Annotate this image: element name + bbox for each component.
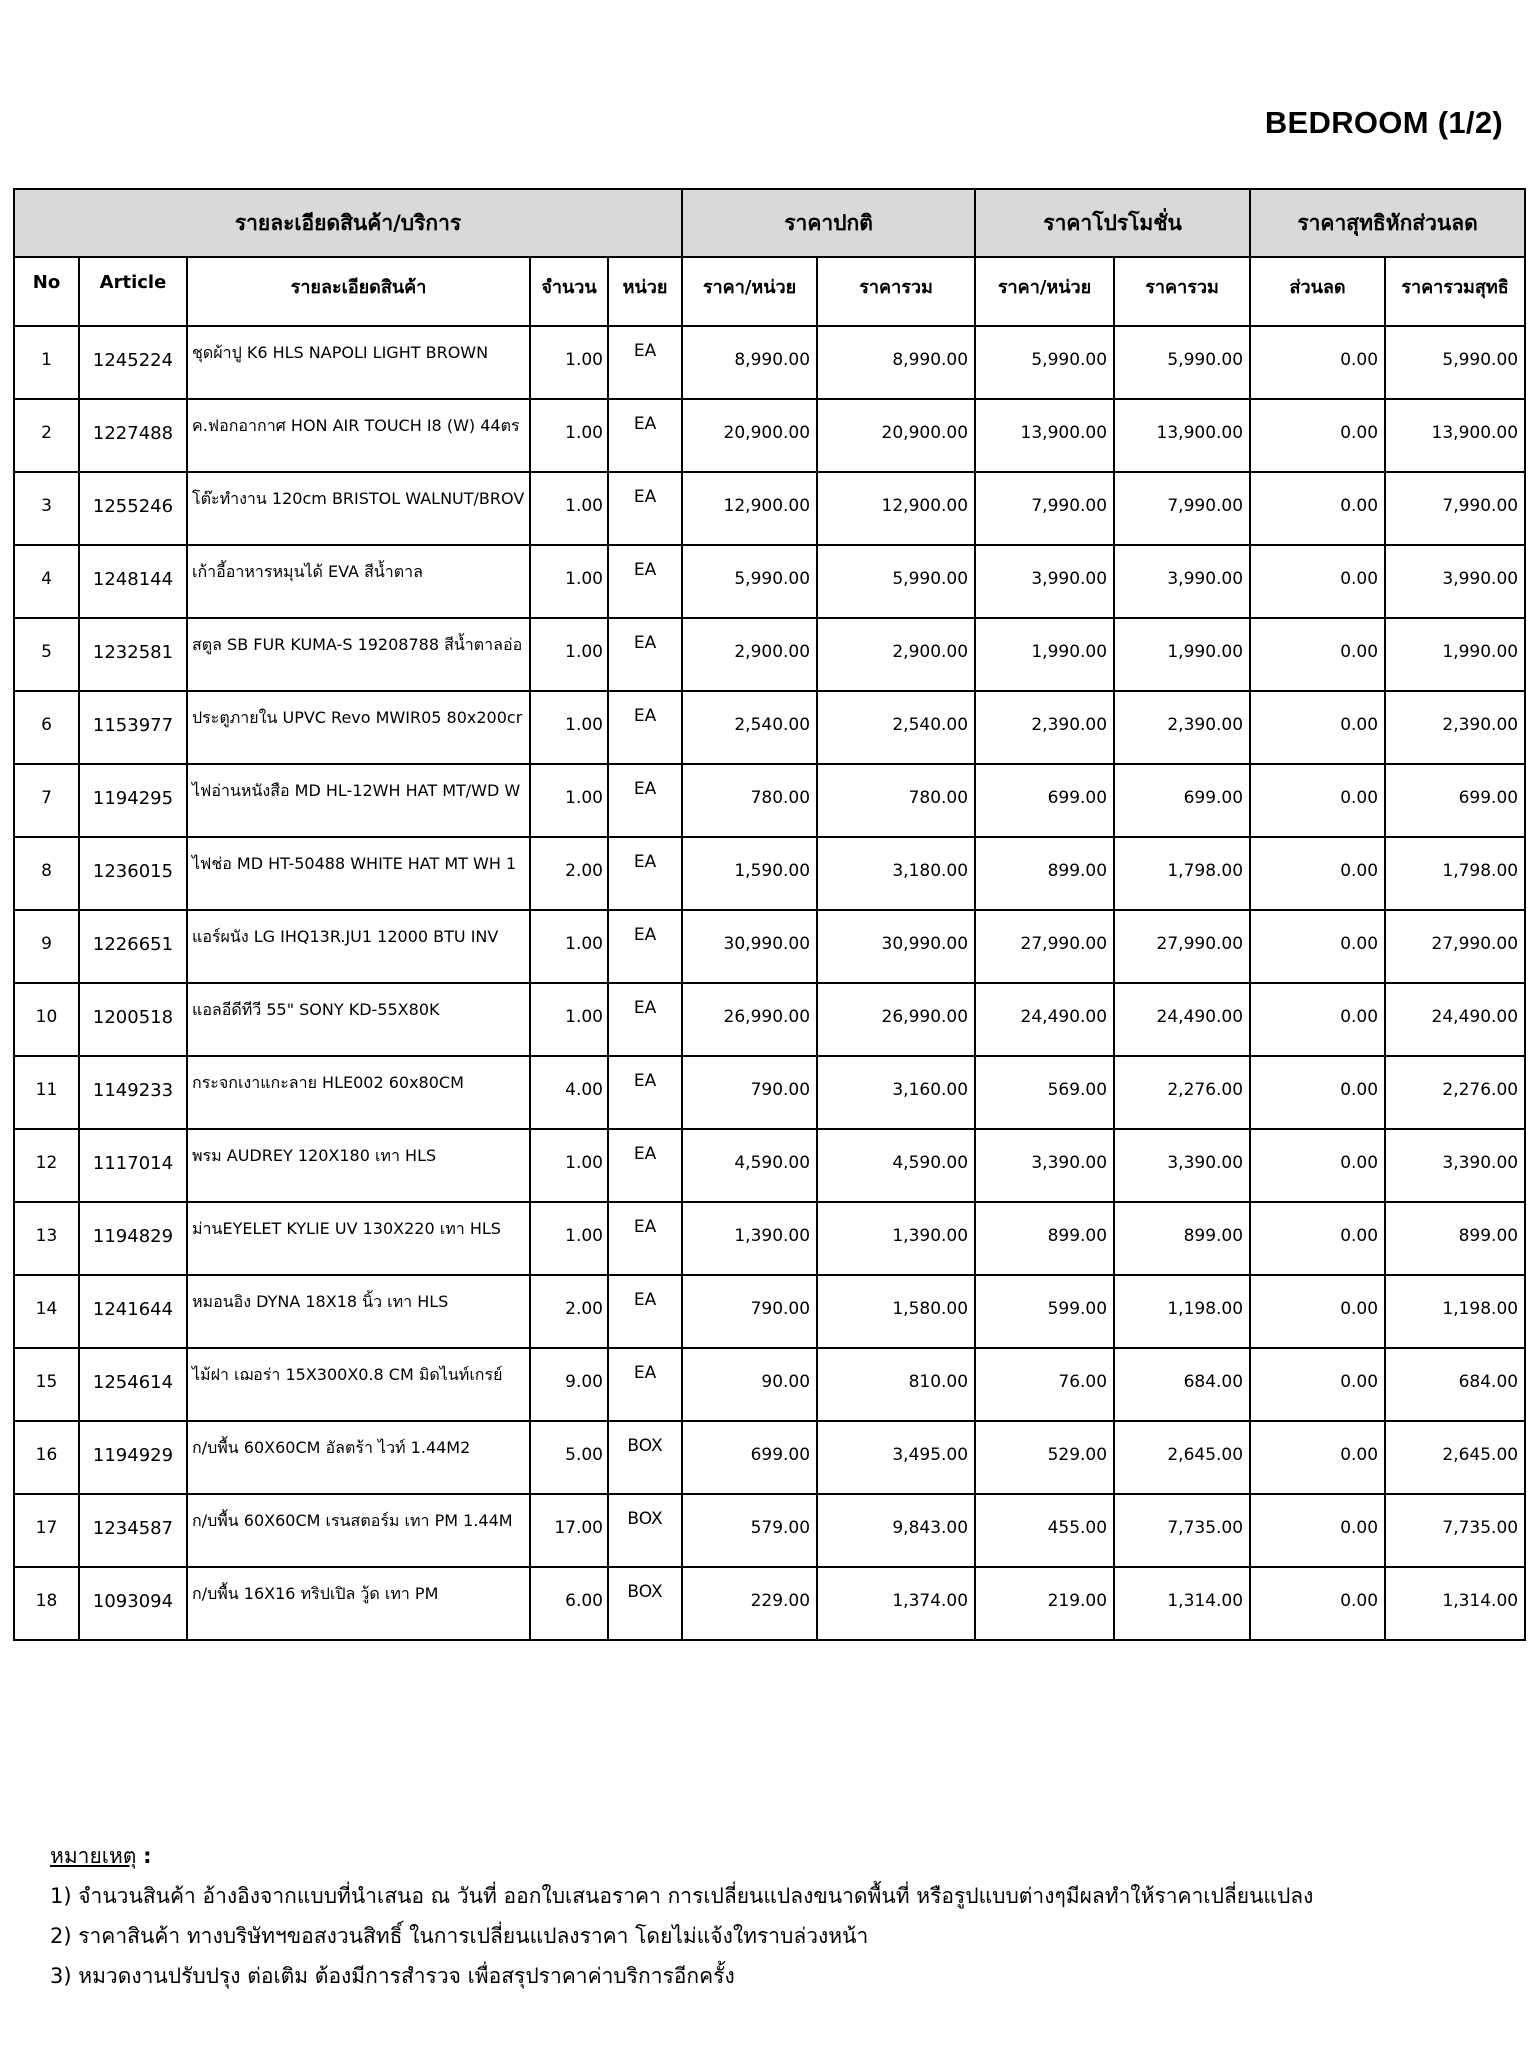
col-header-net-total: ราคารวมสุทธิ — [1385, 257, 1525, 326]
table-row — [14, 764, 1525, 837]
row-discount: 0.00 — [1250, 837, 1385, 910]
row-qty: 1.00 — [530, 1202, 608, 1275]
row-normal-unit-price: 90.00 — [682, 1348, 817, 1421]
row-promo-total: 699.00 — [1114, 764, 1250, 837]
table-row — [14, 910, 1525, 983]
row-normal-total: 1,390.00 — [817, 1202, 975, 1275]
row-article: 1149233 — [79, 1056, 187, 1129]
row-qty: 6.00 — [530, 1567, 608, 1640]
row-article: 1254614 — [79, 1348, 187, 1421]
row-promo-total: 27,990.00 — [1114, 910, 1250, 983]
column-header-row — [14, 257, 1525, 326]
row-qty: 1.00 — [530, 983, 608, 1056]
row-no: 18 — [14, 1567, 79, 1640]
row-unit: EA — [608, 983, 682, 1056]
col-header-promo-unit-price: ราคา/หน่วย — [975, 257, 1114, 326]
row-discount: 0.00 — [1250, 1421, 1385, 1494]
row-promo-unit-price: 899.00 — [975, 837, 1114, 910]
col-header-discount: ส่วนลด — [1250, 257, 1385, 326]
row-normal-unit-price: 2,540.00 — [682, 691, 817, 764]
row-normal-total: 26,990.00 — [817, 983, 975, 1056]
row-description: ม่านEYELET KYLIE UV 130X220 เทา HLS — [187, 1202, 530, 1275]
row-no: 1 — [14, 326, 79, 399]
note-item: 2) ราคาสินค้า ทางบริษัทฯขอสงวนสิทธิ์ ในการเปลี่ยนแปลงราคา โดยไม่แจ้งใทราบล่วงหน้า — [50, 1924, 869, 1948]
row-no: 5 — [14, 618, 79, 691]
row-promo-total: 3,990.00 — [1114, 545, 1250, 618]
row-article: 1227488 — [79, 399, 187, 472]
row-unit: EA — [608, 764, 682, 837]
row-normal-total: 9,843.00 — [817, 1494, 975, 1567]
row-promo-total: 2,390.00 — [1114, 691, 1250, 764]
row-normal-total: 1,374.00 — [817, 1567, 975, 1640]
row-net-total: 899.00 — [1385, 1202, 1525, 1275]
row-promo-total: 24,490.00 — [1114, 983, 1250, 1056]
row-promo-total: 13,900.00 — [1114, 399, 1250, 472]
row-article: 1255246 — [79, 472, 187, 545]
row-no: 10 — [14, 983, 79, 1056]
row-qty: 2.00 — [530, 1275, 608, 1348]
row-unit: EA — [608, 1275, 682, 1348]
row-article: 1226651 — [79, 910, 187, 983]
row-discount: 0.00 — [1250, 983, 1385, 1056]
row-discount: 0.00 — [1250, 1348, 1385, 1421]
note-item: 3) หมวดงานปรับปรุง ต่อเติม ต้องมีการสำรวจ เพื่อสรุปราคาค่าบริการอีกครั้ง — [50, 1964, 735, 1988]
row-qty: 1.00 — [530, 326, 608, 399]
table-body — [14, 326, 1525, 1640]
row-net-total: 684.00 — [1385, 1348, 1525, 1421]
row-normal-unit-price: 699.00 — [682, 1421, 817, 1494]
row-qty: 1.00 — [530, 910, 608, 983]
row-net-total: 5,990.00 — [1385, 326, 1525, 399]
row-promo-total: 7,990.00 — [1114, 472, 1250, 545]
row-net-total: 1,198.00 — [1385, 1275, 1525, 1348]
row-normal-unit-price: 229.00 — [682, 1567, 817, 1640]
row-normal-total: 30,990.00 — [817, 910, 975, 983]
table-row — [14, 399, 1525, 472]
row-description: ไฟช่อ MD HT-50488 WHITE HAT MT WH 1 — [187, 837, 530, 910]
row-promo-total: 5,990.00 — [1114, 326, 1250, 399]
row-unit: EA — [608, 618, 682, 691]
row-qty: 1.00 — [530, 545, 608, 618]
row-no: 11 — [14, 1056, 79, 1129]
row-net-total: 2,645.00 — [1385, 1421, 1525, 1494]
row-description: ก/บพื้น 60X60CM เรนสตอร์ม เทา PM 1.44M — [187, 1494, 530, 1567]
row-qty: 17.00 — [530, 1494, 608, 1567]
row-discount: 0.00 — [1250, 545, 1385, 618]
row-no: 9 — [14, 910, 79, 983]
row-no: 12 — [14, 1129, 79, 1202]
row-unit: EA — [608, 691, 682, 764]
row-net-total: 3,990.00 — [1385, 545, 1525, 618]
row-description: กระจกเงาแกะลาย HLE002 60x80CM — [187, 1056, 530, 1129]
row-qty: 9.00 — [530, 1348, 608, 1421]
row-description: ค.ฟอกอากาศ HON AIR TOUCH I8 (W) 44ตร — [187, 399, 530, 472]
row-promo-total: 899.00 — [1114, 1202, 1250, 1275]
row-normal-total: 2,900.00 — [817, 618, 975, 691]
row-qty: 1.00 — [530, 1129, 608, 1202]
row-normal-unit-price: 1,390.00 — [682, 1202, 817, 1275]
row-discount: 0.00 — [1250, 399, 1385, 472]
row-normal-total: 2,540.00 — [817, 691, 975, 764]
group-header-details: รายละเอียดสินค้า/บริการ — [14, 189, 682, 257]
row-discount: 0.00 — [1250, 326, 1385, 399]
row-qty: 1.00 — [530, 618, 608, 691]
row-promo-total: 684.00 — [1114, 1348, 1250, 1421]
table-row — [14, 545, 1525, 618]
row-normal-unit-price: 790.00 — [682, 1275, 817, 1348]
row-discount: 0.00 — [1250, 691, 1385, 764]
table-row — [14, 618, 1525, 691]
row-promo-unit-price: 7,990.00 — [975, 472, 1114, 545]
row-promo-unit-price: 5,990.00 — [975, 326, 1114, 399]
row-discount: 0.00 — [1250, 1494, 1385, 1567]
row-article: 1245224 — [79, 326, 187, 399]
row-normal-unit-price: 20,900.00 — [682, 399, 817, 472]
row-promo-total: 3,390.00 — [1114, 1129, 1250, 1202]
table-row — [14, 1202, 1525, 1275]
group-header-net-price: ราคาสุทธิหักส่วนลด — [1250, 189, 1525, 257]
row-unit: EA — [608, 1202, 682, 1275]
row-normal-total: 810.00 — [817, 1348, 975, 1421]
row-promo-unit-price: 24,490.00 — [975, 983, 1114, 1056]
row-promo-unit-price: 3,990.00 — [975, 545, 1114, 618]
table-row — [14, 1494, 1525, 1567]
row-normal-total: 3,180.00 — [817, 837, 975, 910]
row-promo-unit-price: 27,990.00 — [975, 910, 1114, 983]
row-unit: EA — [608, 837, 682, 910]
row-promo-total: 1,990.00 — [1114, 618, 1250, 691]
row-article: 1194829 — [79, 1202, 187, 1275]
row-discount: 0.00 — [1250, 910, 1385, 983]
col-header-normal-total: ราคารวม — [817, 257, 975, 326]
row-article: 1200518 — [79, 983, 187, 1056]
row-description: ชุดผ้าปู K6 HLS NAPOLI LIGHT BROWN — [187, 326, 530, 399]
group-header-normal-price: ราคาปกติ — [682, 189, 975, 257]
row-no: 14 — [14, 1275, 79, 1348]
col-header-article: Article — [79, 257, 187, 326]
row-normal-unit-price: 579.00 — [682, 1494, 817, 1567]
row-net-total: 3,390.00 — [1385, 1129, 1525, 1202]
row-promo-unit-price: 599.00 — [975, 1275, 1114, 1348]
row-discount: 0.00 — [1250, 1202, 1385, 1275]
group-header-row — [14, 189, 1525, 257]
row-promo-total: 1,798.00 — [1114, 837, 1250, 910]
quotation-table — [13, 188, 1526, 1641]
row-no: 4 — [14, 545, 79, 618]
table-row — [14, 983, 1525, 1056]
note-item: 1) จำนวนสินค้า อ้างอิงจากแบบที่นำเสนอ ณ วันที่ ออกใบเสนอราคา การเปลี่ยนแปลงขนาดพื้นที่ หรือรูปแบบต่างๆมีผลทำให้ราคาเปลี่ยนแปลง — [50, 1884, 1314, 1908]
row-promo-unit-price: 2,390.00 — [975, 691, 1114, 764]
col-header-unit: หน่วย — [608, 257, 682, 326]
row-discount: 0.00 — [1250, 618, 1385, 691]
row-unit: EA — [608, 1056, 682, 1129]
group-header-promo-price: ราคาโปรโมชั่น — [975, 189, 1250, 257]
row-normal-total: 12,900.00 — [817, 472, 975, 545]
row-article: 1232581 — [79, 618, 187, 691]
table-row — [14, 691, 1525, 764]
row-net-total: 7,990.00 — [1385, 472, 1525, 545]
row-article: 1117014 — [79, 1129, 187, 1202]
row-promo-unit-price: 699.00 — [975, 764, 1114, 837]
row-article: 1153977 — [79, 691, 187, 764]
row-qty: 1.00 — [530, 472, 608, 545]
row-promo-total: 1,198.00 — [1114, 1275, 1250, 1348]
row-unit: BOX — [608, 1421, 682, 1494]
row-discount: 0.00 — [1250, 1567, 1385, 1640]
row-normal-total: 3,495.00 — [817, 1421, 975, 1494]
row-promo-total: 2,276.00 — [1114, 1056, 1250, 1129]
row-promo-total: 7,735.00 — [1114, 1494, 1250, 1567]
row-unit: BOX — [608, 1494, 682, 1567]
row-qty: 1.00 — [530, 691, 608, 764]
row-no: 17 — [14, 1494, 79, 1567]
row-discount: 0.00 — [1250, 1056, 1385, 1129]
row-promo-total: 1,314.00 — [1114, 1567, 1250, 1640]
table-row — [14, 1129, 1525, 1202]
row-article: 1194929 — [79, 1421, 187, 1494]
row-qty: 5.00 — [530, 1421, 608, 1494]
row-net-total: 1,990.00 — [1385, 618, 1525, 691]
row-no: 7 — [14, 764, 79, 837]
row-promo-unit-price: 899.00 — [975, 1202, 1114, 1275]
row-qty: 4.00 — [530, 1056, 608, 1129]
row-promo-total: 2,645.00 — [1114, 1421, 1250, 1494]
row-promo-unit-price: 13,900.00 — [975, 399, 1114, 472]
row-description: แอลอีดีทีวี 55" SONY KD-55X80K — [187, 983, 530, 1056]
row-normal-unit-price: 4,590.00 — [682, 1129, 817, 1202]
row-net-total: 699.00 — [1385, 764, 1525, 837]
row-normal-total: 20,900.00 — [817, 399, 975, 472]
row-normal-total: 3,160.00 — [817, 1056, 975, 1129]
row-net-total: 7,735.00 — [1385, 1494, 1525, 1567]
row-promo-unit-price: 76.00 — [975, 1348, 1114, 1421]
row-normal-unit-price: 1,590.00 — [682, 837, 817, 910]
row-article: 1236015 — [79, 837, 187, 910]
row-discount: 0.00 — [1250, 764, 1385, 837]
row-net-total: 13,900.00 — [1385, 399, 1525, 472]
row-normal-total: 4,590.00 — [817, 1129, 975, 1202]
row-normal-unit-price: 2,900.00 — [682, 618, 817, 691]
col-header-no: No — [14, 257, 79, 326]
row-article: 1093094 — [79, 1567, 187, 1640]
row-promo-unit-price: 529.00 — [975, 1421, 1114, 1494]
row-unit: EA — [608, 472, 682, 545]
row-article: 1241644 — [79, 1275, 187, 1348]
row-description: ไฟอ่านหนังสือ MD HL-12WH HAT MT/WD W — [187, 764, 530, 837]
row-description: โต๊ะทำงาน 120cm BRISTOL WALNUT/BROV — [187, 472, 530, 545]
table-row — [14, 1567, 1525, 1640]
table-row — [14, 1421, 1525, 1494]
row-normal-unit-price: 790.00 — [682, 1056, 817, 1129]
row-description: ก/บพื้น 16X16 ทริปเปิล วู้ด เทา PM — [187, 1567, 530, 1640]
row-normal-total: 1,580.00 — [817, 1275, 975, 1348]
row-unit: EA — [608, 1348, 682, 1421]
row-normal-unit-price: 12,900.00 — [682, 472, 817, 545]
col-header-normal-unit-price: ราคา/หน่วย — [682, 257, 817, 326]
notes-section — [50, 1836, 1313, 1996]
row-no: 13 — [14, 1202, 79, 1275]
row-description: ประตูภายใน UPVC Revo MWIR05 80x200cr — [187, 691, 530, 764]
row-normal-unit-price: 30,990.00 — [682, 910, 817, 983]
row-net-total: 2,390.00 — [1385, 691, 1525, 764]
row-net-total: 2,276.00 — [1385, 1056, 1525, 1129]
table-row — [14, 837, 1525, 910]
notes-title: หมายเหตุ — [50, 1844, 137, 1868]
row-normal-total: 780.00 — [817, 764, 975, 837]
col-header-promo-total: ราคารวม — [1114, 257, 1250, 326]
table-row — [14, 1275, 1525, 1348]
row-normal-unit-price: 780.00 — [682, 764, 817, 837]
col-header-qty: จำนวน — [530, 257, 608, 326]
row-promo-unit-price: 3,390.00 — [975, 1129, 1114, 1202]
row-promo-unit-price: 455.00 — [975, 1494, 1114, 1567]
row-normal-unit-price: 5,990.00 — [682, 545, 817, 618]
row-discount: 0.00 — [1250, 1129, 1385, 1202]
row-unit: BOX — [608, 1567, 682, 1640]
row-normal-total: 5,990.00 — [817, 545, 975, 618]
row-normal-total: 8,990.00 — [817, 326, 975, 399]
row-description: สตูล SB FUR KUMA-S 19208788 สีน้ำตาลอ่อ — [187, 618, 530, 691]
row-description: เก้าอี้อาหารหมุนได้ EVA สีน้ำตาล — [187, 545, 530, 618]
row-unit: EA — [608, 1129, 682, 1202]
row-article: 1234587 — [79, 1494, 187, 1567]
row-article: 1248144 — [79, 545, 187, 618]
row-no: 3 — [14, 472, 79, 545]
row-qty: 1.00 — [530, 399, 608, 472]
row-article: 1194295 — [79, 764, 187, 837]
row-net-total: 1,798.00 — [1385, 837, 1525, 910]
row-normal-unit-price: 8,990.00 — [682, 326, 817, 399]
row-promo-unit-price: 569.00 — [975, 1056, 1114, 1129]
row-discount: 0.00 — [1250, 472, 1385, 545]
col-header-description: รายละเอียดสินค้า — [187, 257, 530, 326]
notes-heading — [50, 1836, 1313, 1876]
notes-colon: : — [143, 1844, 152, 1868]
row-qty: 2.00 — [530, 837, 608, 910]
row-normal-unit-price: 26,990.00 — [682, 983, 817, 1056]
row-net-total: 24,490.00 — [1385, 983, 1525, 1056]
table-row — [14, 472, 1525, 545]
page-title: BEDROOM (1/2) — [1264, 105, 1503, 140]
row-unit: EA — [608, 545, 682, 618]
row-unit: EA — [608, 399, 682, 472]
row-net-total: 27,990.00 — [1385, 910, 1525, 983]
row-unit: EA — [608, 910, 682, 983]
table-row — [14, 1056, 1525, 1129]
row-description: พรม AUDREY 120X180 เทา HLS — [187, 1129, 530, 1202]
row-description: แอร์ผนัง LG IHQ13R.JU1 12000 BTU INV — [187, 910, 530, 983]
row-description: หมอนอิง DYNA 18X18 นิ้ว เทา HLS — [187, 1275, 530, 1348]
row-unit: EA — [608, 326, 682, 399]
row-description: ไม้ฝา เฌอร่า 15X300X0.8 CM มิดไนท์เกรย์ — [187, 1348, 530, 1421]
table-row — [14, 1348, 1525, 1421]
row-no: 16 — [14, 1421, 79, 1494]
row-qty: 1.00 — [530, 764, 608, 837]
row-promo-unit-price: 219.00 — [975, 1567, 1114, 1640]
row-no: 8 — [14, 837, 79, 910]
row-no: 15 — [14, 1348, 79, 1421]
row-discount: 0.00 — [1250, 1275, 1385, 1348]
row-description: ก/บพื้น 60X60CM อัลตร้า ไวท์ 1.44M2 — [187, 1421, 530, 1494]
row-promo-unit-price: 1,990.00 — [975, 618, 1114, 691]
row-net-total: 1,314.00 — [1385, 1567, 1525, 1640]
row-no: 2 — [14, 399, 79, 472]
row-no: 6 — [14, 691, 79, 764]
table-row — [14, 326, 1525, 399]
